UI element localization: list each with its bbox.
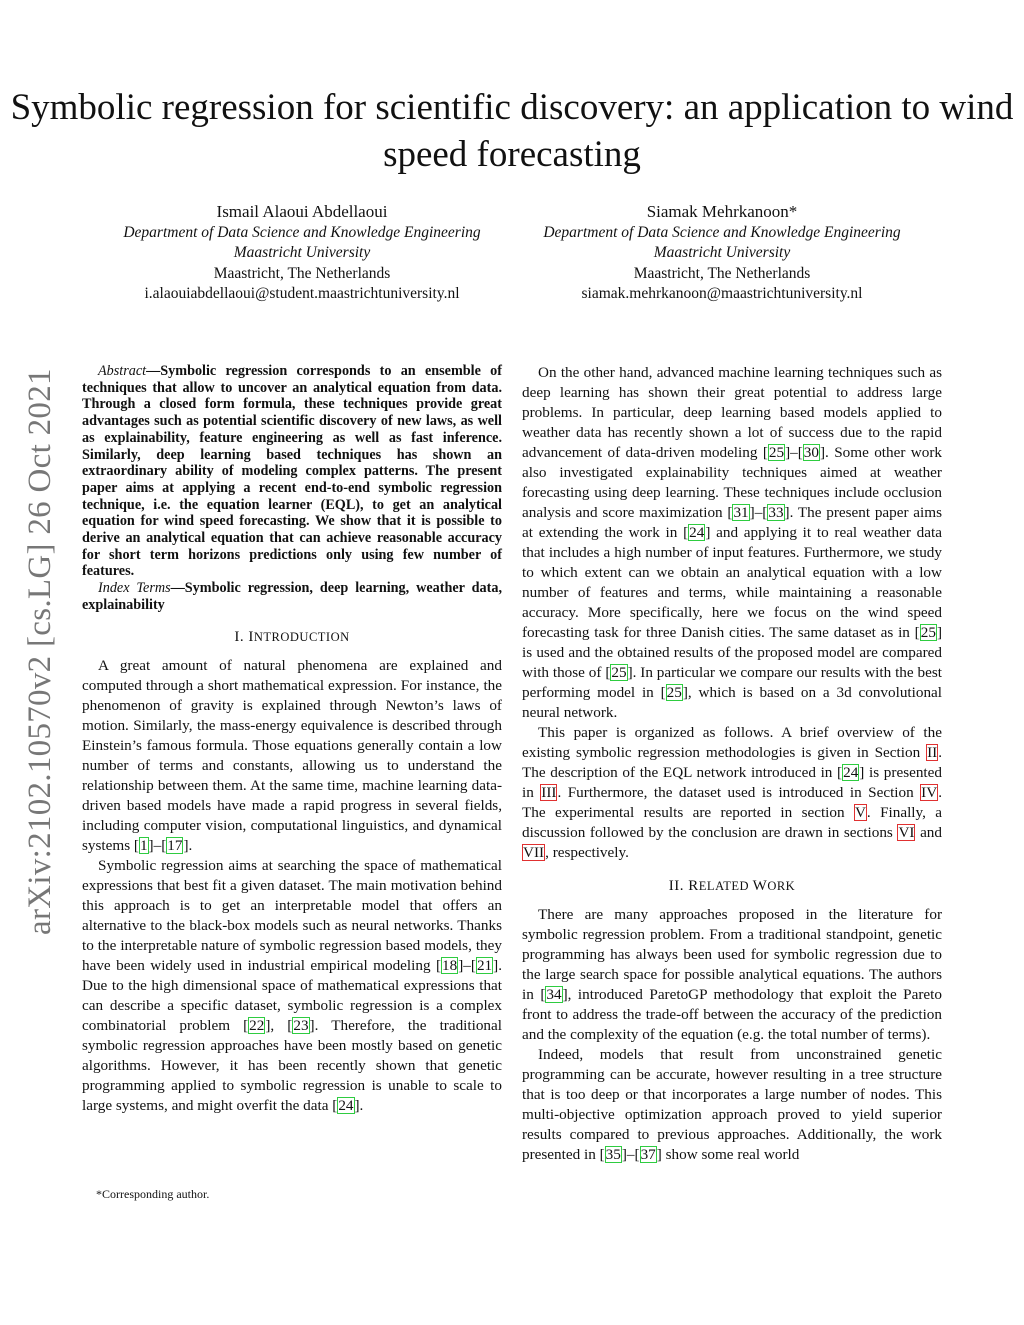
section-link[interactable]: VII: [523, 844, 545, 861]
author-name: Ismail Alaoui Abdellaoui: [216, 202, 388, 221]
author-university: Maastricht University: [233, 244, 371, 261]
author-block-1: [92, 202, 512, 305]
arxiv-stamp: arXiv:2102.10570v2 [cs.LG] 26 Oct 2021: [22, 368, 58, 935]
section-heading-related-work: [522, 876, 942, 896]
paragraph-text: and: [915, 824, 942, 841]
section-number: I.: [234, 628, 249, 645]
author-name: Siamak Mehrkanoon*: [646, 202, 798, 221]
citation-link[interactable]: 24: [338, 1096, 354, 1114]
abstract: Abstract—Symbolic regression corresponds to an ensemble of techniques that allow to uncover an analytical equation from data. Through a closed form formula, these techniques provide great advantages such as potential scientific discovery of new laws, as well as explainability, feature engineering as well as fast inference. Similarly, deep learning based techniques has shown an extraordinary ability of modeling complex patterns. The present paper aims at applying a recent end-to-end symbolic regression technique, i.e. the equation learner (EQL), to get an analytical equation for wind speed forecasting. We show that it is possible to derive an analytical equation that can achieve reasonable accuracy for short term horizons predictions only using few number of features.: [82, 363, 502, 580]
paragraph: [82, 856, 502, 1116]
citation-link[interactable]: 22: [249, 1016, 265, 1034]
paragraph-text: ].: [354, 1096, 364, 1114]
citation-link[interactable]: 24: [843, 764, 859, 781]
paragraph-text: ] is used and the obtained results of the proposed model are compared with those of [: [522, 624, 942, 681]
paragraph-text: ]–[: [458, 956, 476, 974]
author-email: i.alaouiabdellaoui@student.maastrichtuniversity.nl: [144, 285, 460, 302]
paragraph: [522, 723, 942, 863]
index-terms-label: Index Terms: [98, 580, 171, 597]
citation-link[interactable]: 18: [442, 956, 458, 974]
paragraph-text: ]–[: [785, 444, 803, 461]
citation-link[interactable]: 25: [920, 624, 936, 641]
index-terms-text: Symbolic regression, deep learning, weather data, explainability: [82, 580, 502, 613]
paragraph-text: , respectively.: [545, 844, 629, 861]
left-column: [82, 363, 502, 1116]
abstract-label: Abstract: [98, 363, 147, 379]
paragraph-text: ]–[: [621, 1146, 640, 1163]
citation-link[interactable]: 30: [803, 444, 819, 461]
author-email: siamak.mehrkanoon@maastrichtuniversity.nl: [581, 285, 863, 302]
paragraph-text: ]. Due to the high dimensional space of mathematical expressions that can describe a specific dataset, symbolic regression is a complex combinatorial problem [: [82, 956, 502, 1034]
heading-rest: NTRODUCTION: [253, 629, 350, 644]
section-link[interactable]: III: [541, 784, 557, 801]
paragraph: [82, 656, 502, 856]
citation-link[interactable]: 35: [605, 1146, 621, 1163]
paragraph-text: . Finally, a discussion followed by the conclusion are drawn in sections: [522, 804, 942, 841]
paragraph-text: ], [: [265, 1016, 293, 1034]
citation-link[interactable]: 21: [476, 956, 493, 974]
paragraph-text: ].: [183, 836, 193, 854]
citation-link[interactable]: 25: [666, 684, 682, 701]
paragraph: [522, 363, 942, 723]
section-link[interactable]: IV: [921, 784, 938, 801]
paragraph-text: On the other hand, advanced machine learning techniques such as deep learning has shown their great potential to address large problems. In particular, deep learning based models applied to weather data has recently shown a lot of success due to the rapid advancement of data-driven modeling [: [522, 364, 942, 461]
paragraph-text: . The experimental results are reported in section: [522, 784, 942, 821]
section-link[interactable]: V: [854, 804, 866, 821]
paragraph-text: ]. Therefore, the traditional symbolic regression approaches have been mostly based on genetic algorithms. However, it has been recently shown that genetic programming applied to symbolic regression is unable to scale to large systems, and might overfit the data [: [82, 1016, 502, 1114]
related-work-body: [522, 905, 942, 1165]
section-link[interactable]: VI: [898, 824, 915, 841]
heading-initial: I: [248, 628, 254, 645]
citation-link[interactable]: 33: [768, 504, 784, 521]
citation-link[interactable]: 24: [689, 524, 705, 541]
citation-link[interactable]: 25: [768, 444, 785, 461]
author-block-2: [512, 202, 932, 305]
citation-link[interactable]: 25: [611, 664, 627, 681]
citation-link[interactable]: 17: [167, 836, 183, 854]
paragraph-text: There are many approaches proposed in the literature for symbolic regression problem. From a traditional standpoint, genetic programming has always been used for symbolic regression due to the large search space for possible analytical equations. The authors in [: [522, 906, 942, 1003]
section-link[interactable]: II: [927, 744, 938, 761]
paragraph-text: ], introduced ParetoGP methodology that exploit the Pareto front to address the trade-off between the accuracy of the prediction and the complexity of the equation (e.g. the total number of terms).: [522, 986, 942, 1043]
introduction-body-continued: [522, 363, 942, 863]
paragraph: [522, 905, 942, 1045]
paragraph-text: ] is presented in: [522, 764, 942, 801]
paper-title: Symbolic regression for scientific discovery: an application to wind speed forecasting: [10, 87, 1014, 175]
author-department: Department of Data Science and Knowledge Engineering: [543, 223, 901, 241]
footnote: *Corresponding author.: [96, 1187, 210, 1201]
paragraph-text: . Furthermore, the dataset used is introduced in Section: [557, 784, 921, 801]
author-city: Maastricht, The Netherlands: [213, 264, 391, 282]
paragraph-text: ] and applying it to real weather data that includes a high number of input features. Furthermore, we study to which extent can we obtain an analytical equation with a low number of features and terms, while maintaining a reasonable accuracy. More specifically, here we focus on the wind speed forecasting task for three Danish cities. The same dataset as in [: [522, 524, 942, 641]
author-department: Department of Data Science and Knowledge Engineering: [123, 223, 481, 241]
introduction-body: [82, 656, 502, 1116]
paragraph-text: This paper is organized as follows. A brief overview of the existing symbolic regression methodologies is given in Section: [522, 724, 942, 761]
section-heading-introduction: [82, 627, 502, 647]
abstract-text: Symbolic regression corresponds to an ensemble of techniques that allow to uncover an analytical equation from data. Through a closed form formula, these techniques provide great advantages such as potential scientific discovery of new laws, as well as explainability, feature engineering as well as fast inference. Similarly, deep learning based techniques has shown an extraordinary ability of modeling complex patterns. The present paper aims at applying a recent end-to-end symbolic regression technique, i.e. the equation learner (EQL), to get an analytical equation for wind speed forecasting. We show that it is possible to derive an analytical equation that can achieve reasonable accuracy for short term horizons predictions only using few number of features.: [82, 363, 502, 580]
paragraph-text: ]. In particular we compare our results with the best performing model in [: [522, 664, 942, 701]
right-column: [522, 363, 942, 1165]
section-number: II.: [668, 878, 689, 894]
heading-initial: W: [752, 878, 768, 894]
paragraph-text: ]–[: [749, 504, 768, 521]
paragraph-text: Symbolic regression aims at searching the space of mathematical expressions that best fit a given dataset. The main motivation behind this approach is to get an interpretable model that offers an alternative to the black-box models such as neural networks. Thanks to the interpretable nature of symbolic regression based models, they have been widely used in industrial empirical modeling [: [82, 856, 502, 974]
citation-link[interactable]: 31: [733, 504, 749, 521]
paragraph-text: . The description of the EQL network introduced in [: [522, 744, 942, 781]
paragraph-text: Indeed, models that result from unconstrained genetic programming can be accurate, however resulting in a tree structure that is too deep or that incorporates a large number of nodes. This multi-objective optimization approach proved to yield superior results compared to previous approaches. Additionally, the work presented in [: [522, 1046, 942, 1163]
citation-link[interactable]: 23: [293, 1016, 309, 1034]
author-university: Maastricht University: [653, 244, 791, 261]
paragraph-text: A great amount of natural phenomena are explained and computed through a short mathematical expression. For instance, the phenomenon of gravity is explained through Newton’s laws of motion. Similarly, the mass-energy equivalence is described through Einstein’s famous formula. Those equations generally contain a low number of terms and constants, allowing us to understand the relationship between them. At the same time, machine learning data-driven based models have made a rapid progress in several fields, including computer vision, computational linguistics, and dynamical systems [: [82, 656, 502, 854]
paragraph-text: ]–[: [148, 836, 167, 854]
heading-rest: ORK: [767, 879, 796, 893]
heading-initial: R: [688, 878, 699, 894]
author-city: Maastricht, The Netherlands: [633, 264, 811, 282]
paragraph: [522, 1045, 942, 1165]
citation-link[interactable]: 34: [546, 986, 562, 1003]
paragraph-text: ]. Some other work also investigated explainability techniques aimed at weather forecasting using deep learning. These techniques include occlusion analysis and score maximization [: [522, 444, 943, 521]
paragraph-text: ] show some real world: [656, 1146, 800, 1163]
heading-rest: ELATED: [698, 879, 753, 893]
paragraph-text: ], which is based on a 3d convolutional neural network.: [522, 684, 943, 721]
citation-link[interactable]: 37: [640, 1146, 656, 1163]
paragraph-text: ]. The present paper aims at extending the work in [: [522, 504, 942, 541]
index-terms: Index Terms—Symbolic regression, deep learning, weather data, explainability: [82, 580, 502, 613]
citation-link[interactable]: 1: [139, 836, 148, 854]
